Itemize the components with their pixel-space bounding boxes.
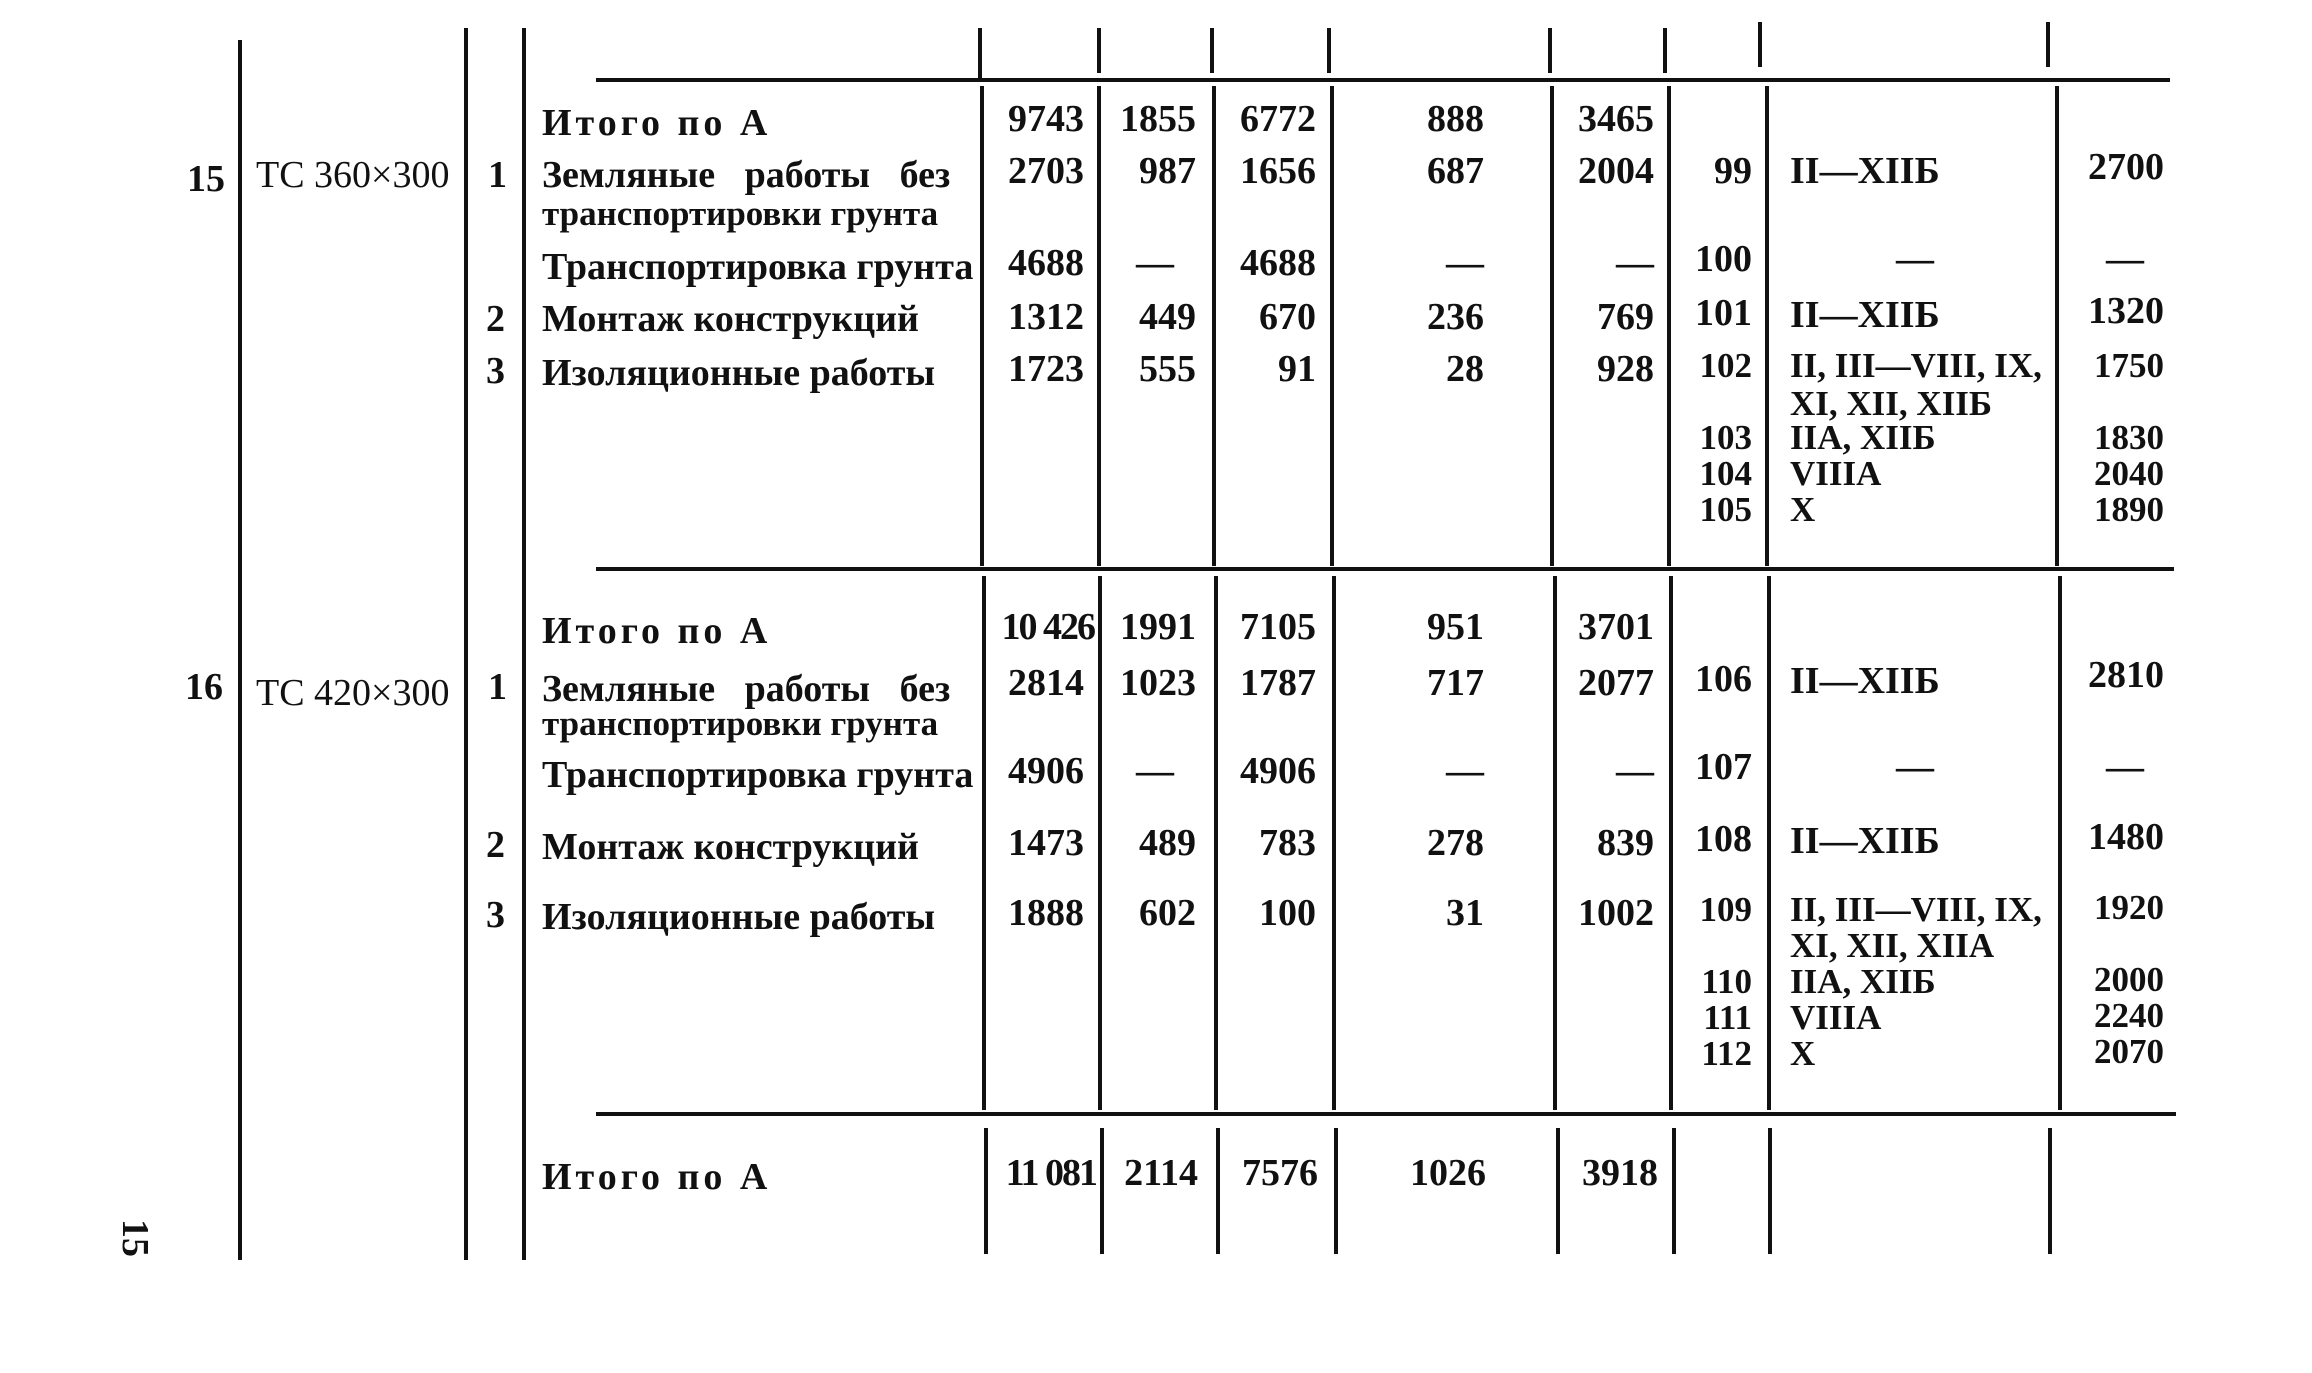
code: 105	[1699, 490, 1752, 529]
row-index: 3	[486, 894, 505, 936]
final-total-v4: 1026	[1410, 1152, 1486, 1194]
value-4: —	[1446, 750, 1484, 792]
zone: IIA, XIIБ	[1790, 962, 1936, 1001]
rule-b2-7	[1767, 576, 1771, 1110]
price: 2040	[2094, 454, 2164, 493]
value-4: 28	[1446, 348, 1484, 390]
value-4: 31	[1446, 892, 1484, 934]
subtotal-1-v5: 3465	[1578, 98, 1654, 140]
hrule-1	[596, 78, 2170, 82]
zone: II, III—VIII, IX,	[1790, 346, 2042, 385]
zone: II, III—VIII, IX,	[1790, 890, 2042, 929]
final-total-v5: 3918	[1582, 1152, 1658, 1194]
code: 104	[1699, 454, 1752, 493]
value-3: 1787	[1240, 662, 1316, 704]
subtotal-1-v2: 1855	[1120, 98, 1196, 140]
zone: VIIIA	[1790, 454, 1882, 493]
rule-col-type	[464, 28, 468, 1260]
rule-top-8	[2046, 22, 2050, 67]
value-2: —	[1136, 750, 1174, 792]
work-name: Изоляционные работы	[542, 352, 936, 394]
value-5: —	[1616, 242, 1654, 284]
value-1: 1473	[1008, 822, 1084, 864]
code: 106	[1695, 658, 1752, 700]
rule-top-3	[1210, 28, 1214, 73]
rule-b1-7	[1765, 86, 1769, 566]
subtotal-2-v2: 1991	[1120, 606, 1196, 648]
row-index: 3	[486, 350, 505, 392]
price: 1320	[2088, 290, 2164, 332]
value-4: 236	[1427, 296, 1484, 338]
price: 1890	[2094, 490, 2164, 529]
price: 1920	[2094, 888, 2164, 927]
code: 107	[1695, 746, 1752, 788]
section-number: 15	[187, 158, 225, 200]
subtotal-2-v1: 10 426	[1001, 606, 1094, 648]
subtotal-1-v4: 888	[1427, 98, 1484, 140]
structure-type: ТС 420×300	[256, 672, 450, 714]
price: 2000	[2094, 960, 2164, 999]
page-number: 15	[114, 1219, 156, 1257]
code: 111	[1703, 998, 1752, 1037]
price: 1750	[2094, 346, 2164, 385]
subtotal-1-v3: 6772	[1240, 98, 1316, 140]
zone: II—XIIБ	[1790, 150, 1940, 192]
value-4: 717	[1427, 662, 1484, 704]
hrule-2	[596, 567, 2174, 571]
zone: —	[1896, 746, 1934, 788]
final-total-label: Итого по А	[542, 1156, 772, 1198]
value-3: 4906	[1240, 750, 1316, 792]
rule-b3-1	[984, 1128, 988, 1254]
value-1: 2703	[1008, 150, 1084, 192]
rule-top-2	[1097, 28, 1101, 73]
zone: XI, XII, XIIA	[1790, 926, 1995, 965]
code: 110	[1701, 962, 1752, 1001]
rule-b1-8	[2055, 86, 2059, 566]
value-3: 670	[1259, 296, 1316, 338]
zone: —	[1896, 238, 1934, 280]
subtotal-2-v5: 3701	[1578, 606, 1654, 648]
price: 2240	[2094, 996, 2164, 1035]
subtotal-1-v1: 9743	[1008, 98, 1084, 140]
zone: II—XIIБ	[1790, 294, 1940, 336]
price: —	[2106, 238, 2144, 280]
value-3: 1656	[1240, 150, 1316, 192]
value-4: 278	[1427, 822, 1484, 864]
code: 100	[1695, 238, 1752, 280]
value-5: 769	[1597, 296, 1654, 338]
zone: IIA, XIIБ	[1790, 418, 1936, 457]
code: 103	[1699, 418, 1752, 457]
subtotal-2-v3: 7105	[1240, 606, 1316, 648]
value-3: 4688	[1240, 242, 1316, 284]
value-2: 1023	[1120, 662, 1196, 704]
code: 99	[1714, 150, 1752, 192]
rule-b3-7	[1768, 1128, 1772, 1254]
price: 2700	[2088, 146, 2164, 188]
value-3: 91	[1278, 348, 1316, 390]
value-3: 100	[1259, 892, 1316, 934]
code: 112	[1701, 1034, 1752, 1073]
subtotal-label: Итого по А	[542, 102, 772, 144]
value-5: 2077	[1578, 662, 1654, 704]
work-name: Транспортировка грунта	[542, 754, 974, 796]
value-5: 2004	[1578, 150, 1654, 192]
price: —	[2106, 746, 2144, 788]
value-2: 602	[1139, 892, 1196, 934]
zone: VIIIA	[1790, 998, 1882, 1037]
rule-top-5	[1548, 28, 1552, 73]
value-2: 489	[1139, 822, 1196, 864]
value-5: 839	[1597, 822, 1654, 864]
structure-type: ТС 360×300	[256, 154, 450, 196]
code: 108	[1695, 818, 1752, 860]
final-total-v2: 2114	[1124, 1152, 1198, 1194]
rule-b3-6	[1672, 1128, 1676, 1254]
value-4: —	[1446, 242, 1484, 284]
code: 109	[1699, 890, 1752, 929]
final-total-v1: 11 081	[1005, 1152, 1096, 1194]
price: 2810	[2088, 654, 2164, 696]
value-1: 1723	[1008, 348, 1084, 390]
rule-top-6	[1663, 28, 1667, 73]
value-2: 449	[1139, 296, 1196, 338]
work-name-cont: транспортировки грунта	[542, 704, 939, 743]
rule-b3-8	[2048, 1128, 2052, 1254]
value-1: 2814	[1008, 662, 1084, 704]
work-name: Монтаж конструкций	[542, 826, 919, 868]
subtotal-label: Итого по А	[542, 610, 772, 652]
value-5: 1002	[1578, 892, 1654, 934]
row-index: 1	[488, 666, 507, 708]
row-index: 2	[486, 824, 505, 866]
value-2: —	[1136, 242, 1174, 284]
rule-col-num	[238, 40, 242, 1260]
zone: X	[1790, 490, 1816, 529]
work-name: Изоляционные работы	[542, 896, 936, 938]
rule-b2-8	[2058, 576, 2062, 1110]
value-2: 555	[1139, 348, 1196, 390]
value-1: 1888	[1008, 892, 1084, 934]
work-name-cont: транспортировки грунта	[542, 194, 939, 233]
code: 101	[1695, 292, 1752, 334]
final-total-v3: 7576	[1242, 1152, 1318, 1194]
zone: X	[1790, 1034, 1816, 1073]
price: 1830	[2094, 418, 2164, 457]
rule-b1-6	[1667, 86, 1671, 566]
value-2: 987	[1139, 150, 1196, 192]
work-name: Монтаж конструкций	[542, 298, 919, 340]
rule-top-7	[1758, 22, 1762, 67]
row-index: 2	[486, 298, 505, 340]
subtotal-2-v4: 951	[1427, 606, 1484, 648]
price: 1480	[2088, 816, 2164, 858]
value-5: 928	[1597, 348, 1654, 390]
rule-top-4	[1327, 28, 1331, 73]
value-1: 4906	[1008, 750, 1084, 792]
value-1: 1312	[1008, 296, 1084, 338]
hrule-3	[596, 1112, 2176, 1116]
value-5: —	[1616, 750, 1654, 792]
work-name: Земляные работы без	[542, 154, 951, 196]
zone: II—XIIБ	[1790, 820, 1940, 862]
row-index: 1	[488, 154, 507, 196]
zone: II—XIIБ	[1790, 660, 1940, 702]
value-4: 687	[1427, 150, 1484, 192]
value-3: 783	[1259, 822, 1316, 864]
section-number: 16	[185, 666, 223, 708]
work-name: Транспортировка грунта	[542, 246, 974, 288]
work-name: Земляные работы без	[542, 668, 951, 710]
code: 102	[1699, 346, 1752, 385]
value-1: 4688	[1008, 242, 1084, 284]
rule-col-idx	[522, 28, 526, 1260]
zone: XI, XII, XIIБ	[1790, 384, 1993, 423]
rule-top-1	[978, 28, 982, 80]
price: 2070	[2094, 1032, 2164, 1071]
